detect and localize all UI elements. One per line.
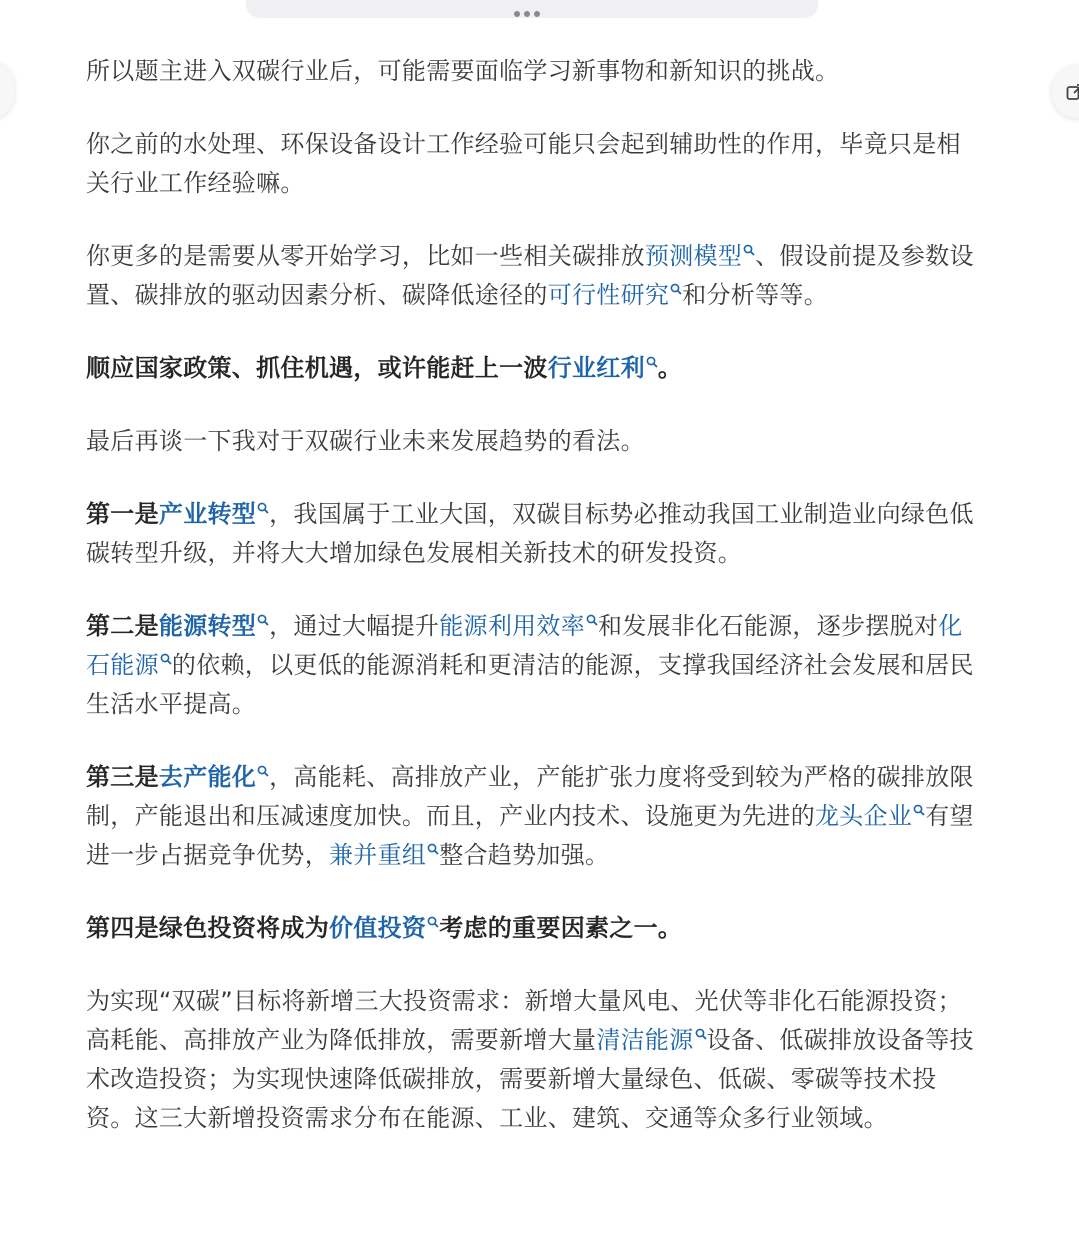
text: 为实现“双碳”目标将新增三大投资需求：新增大量风电、光伏等非化石能源投资；高耗能、高排放产业为降低排放，需要新增大量 xyxy=(86,987,962,1054)
lead: 第二是 xyxy=(86,612,159,640)
text: ，高能耗、高排放产业，产能扩张力度将受到较为严格的碳排放限制，产能退出和压减速度加快。而且，产业内技术、设施更为先进的 xyxy=(86,763,974,830)
link-fossil-energy[interactable]: 化石能源 xyxy=(86,612,963,679)
text: 设备、低碳排放设备等技术改造投资；为实现快速降低碳排放，需要新增大量绿色、低碳、零碳等技术投资。这三大新增投资需求分布在能源、工业、建筑、交通等众多行业领域。 xyxy=(86,1026,974,1132)
text: 有望进一步占据竞争优势， xyxy=(86,802,974,869)
search-mini-icon[interactable] xyxy=(646,356,658,368)
dot xyxy=(524,11,530,17)
text: ，通过大幅提升 xyxy=(269,612,440,640)
link-industry-dividend[interactable]: 行业红利 xyxy=(547,354,645,382)
text: 、假设前提及参数设置、碳排放的驱动因素分析、碳降低途径的 xyxy=(86,242,974,309)
search-mini-icon[interactable] xyxy=(160,653,172,665)
share-icon xyxy=(1066,83,1079,101)
text: 你更多的是需要从零开始学习，比如一些相关碳排放 xyxy=(86,242,645,270)
paragraph-1: 所以题主进入双碳行业后，可能需要面临学习新事物和新知识的挑战。 xyxy=(86,57,840,85)
dot xyxy=(534,11,540,17)
link-prediction-model[interactable]: 预测模型 xyxy=(644,242,743,270)
paragraph-10 xyxy=(86,982,982,1138)
paragraph-5: 最后再谈一下我对于双碳行业未来发展趋势的看法。 xyxy=(86,427,645,455)
paragraph-8 xyxy=(86,758,982,875)
search-mini-icon[interactable] xyxy=(257,614,269,626)
paragraph-6 xyxy=(86,495,982,573)
text: ，我国属于工业大国，双碳目标势必推动我国工业制造业向绿色低碳转型升级，并将大大增加绿色发展相关新技术的研发投资。 xyxy=(86,500,974,567)
link-energy-transformation[interactable]: 能源转型 xyxy=(158,612,257,640)
text: 。 xyxy=(657,354,683,382)
search-mini-icon[interactable] xyxy=(257,502,269,514)
right-floating-button[interactable] xyxy=(1052,66,1079,118)
search-mini-icon[interactable] xyxy=(913,804,925,816)
article-body xyxy=(86,52,982,1172)
dot xyxy=(514,11,520,17)
link-leading-enterprise[interactable]: 龙头企业 xyxy=(815,802,913,830)
left-floating-button[interactable] xyxy=(0,62,14,118)
paragraph-4 xyxy=(86,349,982,388)
search-mini-icon[interactable] xyxy=(695,1028,707,1040)
link-merger-reorganization[interactable]: 兼并重组 xyxy=(329,841,427,869)
search-mini-icon[interactable] xyxy=(743,244,755,256)
lead: 第三是 xyxy=(86,763,159,791)
text: 顺应国家政策、抓住机遇，或许能赶上一波 xyxy=(86,354,548,382)
search-mini-icon[interactable] xyxy=(427,916,439,928)
search-mini-icon[interactable] xyxy=(586,614,598,626)
link-industrial-transformation[interactable]: 产业转型 xyxy=(158,500,257,528)
link-capacity-reduction[interactable]: 去产能化 xyxy=(158,763,257,791)
search-mini-icon[interactable] xyxy=(257,765,269,777)
lead: 第一是 xyxy=(86,500,159,528)
search-mini-icon[interactable] xyxy=(670,283,682,295)
paragraph-3 xyxy=(86,237,982,315)
link-energy-efficiency[interactable]: 能源利用效率 xyxy=(439,612,586,640)
link-value-investment[interactable]: 价值投资 xyxy=(329,914,427,942)
text: 第四是绿色投资将成为 xyxy=(86,914,329,942)
text: 考虑的重要因素之一。 xyxy=(439,914,683,942)
search-mini-icon[interactable] xyxy=(427,843,439,855)
link-feasibility-study[interactable]: 可行性研究 xyxy=(547,281,670,309)
text: 的依赖，以更低的能源消耗和更清洁的能源，支撑我国经济社会发展和居民生活水平提高。 xyxy=(86,651,974,718)
text: 和发展非化石能源，逐步摆脱对 xyxy=(598,612,939,640)
more-dots-icon[interactable] xyxy=(514,11,540,17)
paragraph-2: 你之前的水处理、环保设备设计工作经验可能只会起到辅助性的作用，毕竟只是相关行业工作经验嘛。 xyxy=(86,130,961,197)
paragraph-9 xyxy=(86,909,982,948)
paragraph-7 xyxy=(86,607,982,724)
text: 和分析等等。 xyxy=(682,281,829,309)
text: 整合趋势加强。 xyxy=(439,841,610,869)
link-clean-energy[interactable]: 清洁能源 xyxy=(596,1026,694,1054)
